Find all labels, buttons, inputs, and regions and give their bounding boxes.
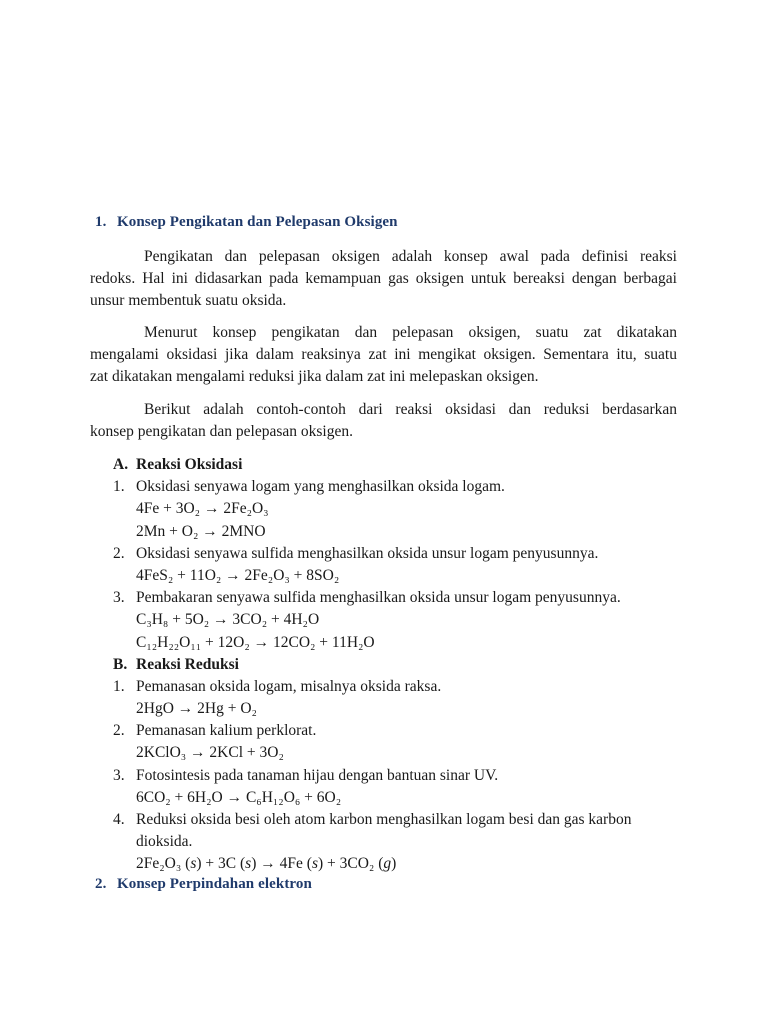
chemical-equation: C₃H₈ + 5O₂ → 3CO₂ + 4H₂O [136,611,320,629]
paragraph-line: unsur membentuk suatu oksida. [90,292,287,310]
paragraph-line: Berikut adalah contoh-contoh dari reaksi oksidasi dan reduksi berdasarkan [144,401,677,418]
list-item [113,765,683,787]
chemical-equation: 2HgO → 2Hg + O₂ [136,700,257,718]
chemical-equation: 4FeS₂ + 11O₂ → 2Fe₂O₃ + 8SO₂ [136,566,340,584]
chemical-equation: 2Fe₂O₃ (s) + 3C (s) → 4Fe (s) + 3CO₂ (g) [136,855,397,873]
item-text: Pembakaran senyawa sulfida menghasilkan oksida unsur logam penyusunnya. [136,589,621,607]
item-text: Reduksi oksida besi oleh atom karbon menghasilkan logam besi dan gas karbon [136,811,632,828]
list-item [113,676,683,698]
paragraph-line: Pengikatan dan pelepasan oksigen adalah konsep awal pada definisi reaksi [144,248,677,265]
item-text: Pemanasan oksida logam, misalnya oksida raksa. [136,677,442,695]
section-2-title: Konsep Perpindahan elektron [117,876,312,892]
chemical-equation: 6CO₂ + 6H₂O → C₆H₁₂O₆ + 6O₂ [136,788,342,806]
list-item [113,543,683,565]
item-text: Oksidasi senyawa logam yang menghasilkan oksida logam. [136,478,505,496]
list-item [113,720,683,742]
item-number: 1. [113,478,125,496]
paragraph-line: mengalami oksidasi jika dalam reaksinya zat ini mengikat oksigen. Sementara itu, suatu [90,346,677,364]
paragraph-line: redoks. Hal ini didasarkan pada kemampuan gas oksigen untuk bereaksi dengan berbagai [90,270,677,288]
paragraph-line: zat dikatakan mengalami reduksi jika dalam zat ini melepaskan oksigen. [90,368,539,386]
item-text: Fotosintesis pada tanaman hijau dengan bantuan sinar UV. [136,766,499,784]
section-2-heading [95,876,312,893]
item-number: 3. [113,589,125,607]
section-b-title: Reaksi Reduksi [136,655,239,673]
item-number: 1. [113,677,125,695]
paragraph-2 [90,322,677,389]
section-b-heading [113,654,683,676]
chemical-equation: 2Mn + O₂ → 2MNO [136,522,266,540]
section-2-number: 2. [95,876,107,892]
chemical-equation: C₁₂H₂₂O₁₁ + 12O₂ → 12CO₂ + 11H₂O [136,633,375,651]
section-1-heading [95,214,398,231]
paragraph-line: konsep pengikatan dan pelepasan oksigen. [90,423,353,441]
list-item [113,476,683,498]
item-text: Pemanasan kalium perklorat. [136,722,317,740]
paragraph-3 [90,399,677,443]
section-a-label: A. [113,456,129,473]
chemical-equation: 4Fe + 3O₂ → 2Fe₂O₃ [136,500,269,518]
item-number: 2. [113,722,125,740]
item-number: 3. [113,766,125,784]
chemical-equation: 2KClO₃ → 2KCl + 3O₂ [136,744,284,762]
list-item [113,587,683,609]
paragraph-1 [90,246,677,313]
list-item [113,809,683,831]
section-1-number: 1. [95,214,107,230]
section-b-label: B. [113,655,128,673]
section-1-title: Konsep Pengikatan dan Pelepasan Oksigen [117,214,398,230]
item-number: 4. [113,811,125,828]
section-a-title: Reaksi Oksidasi [136,456,243,473]
reaction-list [113,454,683,876]
section-a-heading [113,454,683,476]
paragraph-line: Menurut konsep pengikatan dan pelepasan oksigen, suatu zat dikatakan [144,324,677,341]
item-number: 2. [113,544,125,562]
item-text-continuation: dioksida. [136,833,193,851]
item-text: Oksidasi senyawa sulfida menghasilkan oksida unsur logam penyusunnya. [136,544,599,562]
